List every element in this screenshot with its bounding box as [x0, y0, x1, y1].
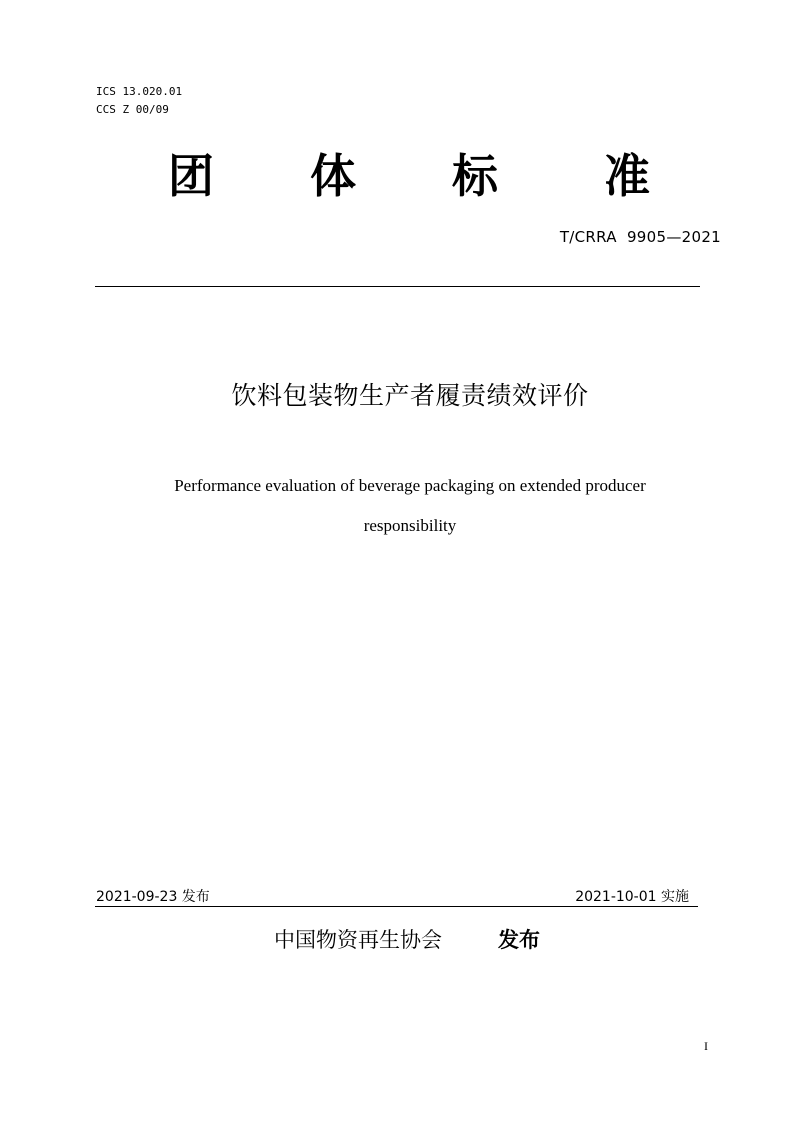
publisher-name: 中国物资再生协会 [274, 928, 442, 952]
publisher-verb: 发布 [498, 928, 540, 952]
title-english-line-2: responsibility [363, 516, 457, 535]
standard-type-title [96, 146, 696, 206]
ccs-code: CCS Z 00/09 [96, 103, 169, 116]
ics-block [96, 83, 182, 119]
implement-date: 2021-10-01 实施 [575, 889, 689, 905]
title-english [100, 466, 720, 546]
page-number: I [704, 1039, 708, 1053]
type-title-char-1: 团 [168, 149, 214, 203]
bottom-divider [95, 906, 698, 907]
type-title-char-3: 标 [452, 149, 498, 203]
type-title-char-2: 体 [310, 149, 356, 203]
ics-code: ICS 13.020.01 [96, 85, 183, 98]
title-english-line-1: Performance evaluation of beverage packaging on extended producer [174, 476, 646, 495]
issue-date: 2021-09-23 发布 [96, 889, 210, 905]
title-chinese: 饮料包装物生产者履责绩效评价 [231, 381, 589, 410]
type-title-char-4: 准 [604, 149, 650, 203]
top-divider [95, 286, 700, 287]
standard-number: T/CRRA 9905—2021 [559, 228, 721, 246]
